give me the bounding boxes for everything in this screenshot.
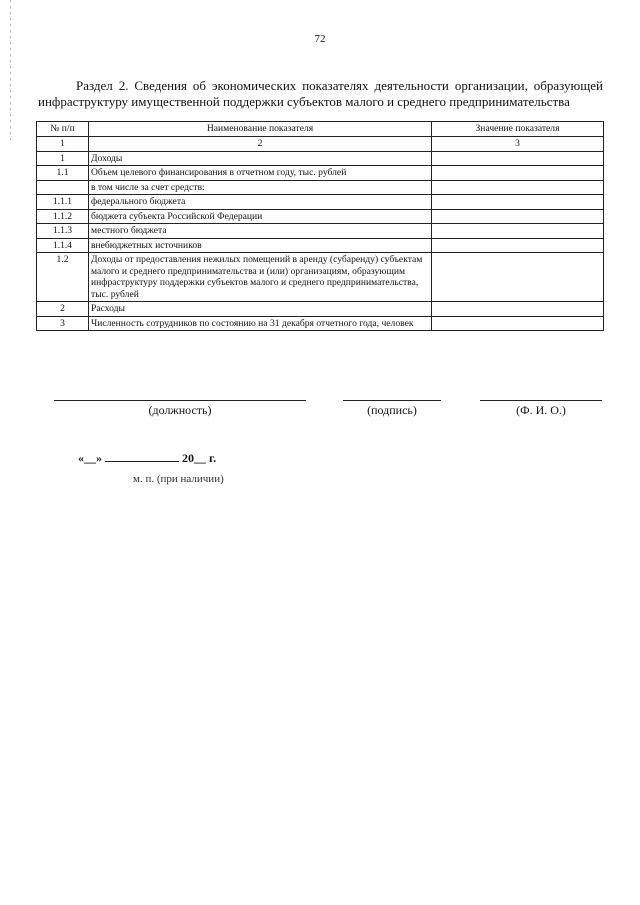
row-indicator-name: в том числе за счет средств: xyxy=(89,180,432,195)
table-header-row xyxy=(37,122,604,137)
row-number: 2 xyxy=(37,302,89,317)
row-indicator-name: Объем целевого финансирования в отчетном году, тыс. рублей xyxy=(89,166,432,181)
date-year-prefix: 20 xyxy=(182,451,194,465)
row-indicator-name: бюджета субъекта Российской Федерации xyxy=(89,209,432,224)
indicators-table xyxy=(36,121,604,331)
row-indicator-value[interactable] xyxy=(432,180,604,195)
date-suffix: г. xyxy=(209,451,217,465)
date-open-quote: « xyxy=(78,451,84,465)
row-number: 1 xyxy=(37,151,89,166)
column-index-3: 3 xyxy=(432,137,604,152)
section-heading-line-2: инфраструктуру имущественной поддержки субъектов малого и среднего предпринимательства xyxy=(38,94,570,109)
date-month-blank xyxy=(105,450,179,462)
column-index-2: 2 xyxy=(89,137,432,152)
row-indicator-value[interactable] xyxy=(432,195,604,210)
table-body xyxy=(37,151,604,331)
row-number: 1.1.4 xyxy=(37,238,89,253)
row-indicator-value[interactable] xyxy=(432,253,604,302)
row-number xyxy=(37,180,89,195)
table-row xyxy=(37,195,604,210)
column-header-indicator-name: Наименование показателя xyxy=(89,122,432,137)
row-indicator-value[interactable] xyxy=(432,238,604,253)
column-index-1: 1 xyxy=(37,137,89,152)
table-row xyxy=(37,238,604,253)
row-number: 1.1.3 xyxy=(37,224,89,239)
table-row xyxy=(37,302,604,317)
column-header-indicator-value: Значение показателя xyxy=(432,122,604,137)
row-number: 3 xyxy=(37,316,89,331)
signature-caption: (подпись) xyxy=(367,403,417,417)
row-indicator-name: Доходы xyxy=(89,151,432,166)
row-indicator-name: Численность сотрудников по состоянию на 31 декабря отчетного года, человек xyxy=(89,316,432,331)
row-indicator-name: местного бюджета xyxy=(89,224,432,239)
table-row xyxy=(37,151,604,166)
table-row xyxy=(37,224,604,239)
row-number: 1.1.1 xyxy=(37,195,89,210)
row-indicator-value[interactable] xyxy=(432,224,604,239)
row-number: 1.1 xyxy=(37,166,89,181)
row-indicator-name: внебюджетных источников xyxy=(89,238,432,253)
date-line xyxy=(78,450,216,466)
position-caption: (должность) xyxy=(148,403,212,417)
table-row xyxy=(37,316,604,331)
position-signature-line xyxy=(54,400,306,401)
row-indicator-value[interactable] xyxy=(432,316,604,331)
page-number: 72 xyxy=(314,33,326,45)
table-row xyxy=(37,166,604,181)
row-number: 1.1.2 xyxy=(37,209,89,224)
seal-note: м. п. (при наличии) xyxy=(133,473,224,485)
section-heading xyxy=(38,78,603,110)
row-indicator-value[interactable] xyxy=(432,151,604,166)
signature-line xyxy=(343,400,441,401)
table-row xyxy=(37,253,604,302)
column-header-number: № п/п xyxy=(37,122,89,137)
date-year-blank: __ xyxy=(194,451,206,465)
date-close-quote: » xyxy=(96,451,102,465)
left-margin-line xyxy=(10,0,11,140)
table-row xyxy=(37,209,604,224)
full-name-caption: (Ф. И. О.) xyxy=(516,403,566,417)
row-indicator-value[interactable] xyxy=(432,166,604,181)
table-index-row xyxy=(37,137,604,152)
table-row xyxy=(37,180,604,195)
full-name-line xyxy=(480,400,602,401)
row-indicator-value[interactable] xyxy=(432,209,604,224)
row-indicator-value[interactable] xyxy=(432,302,604,317)
row-indicator-name: федерального бюджета xyxy=(89,195,432,210)
section-heading-line-1: Раздел 2. Сведения об экономических показателях деятельности организации, образующей xyxy=(76,78,603,93)
date-day-blank: __ xyxy=(84,451,96,465)
row-indicator-name: Доходы от предоставления нежилых помещений в аренду (субаренду) субъектам малого и среднего предпринимательства и (или) организациям, образующим инфраструктуру поддержки субъектов малого и среднего предпринимательства, тыс. рублей xyxy=(89,253,432,302)
row-indicator-name: Расходы xyxy=(89,302,432,317)
row-number: 1.2 xyxy=(37,253,89,302)
